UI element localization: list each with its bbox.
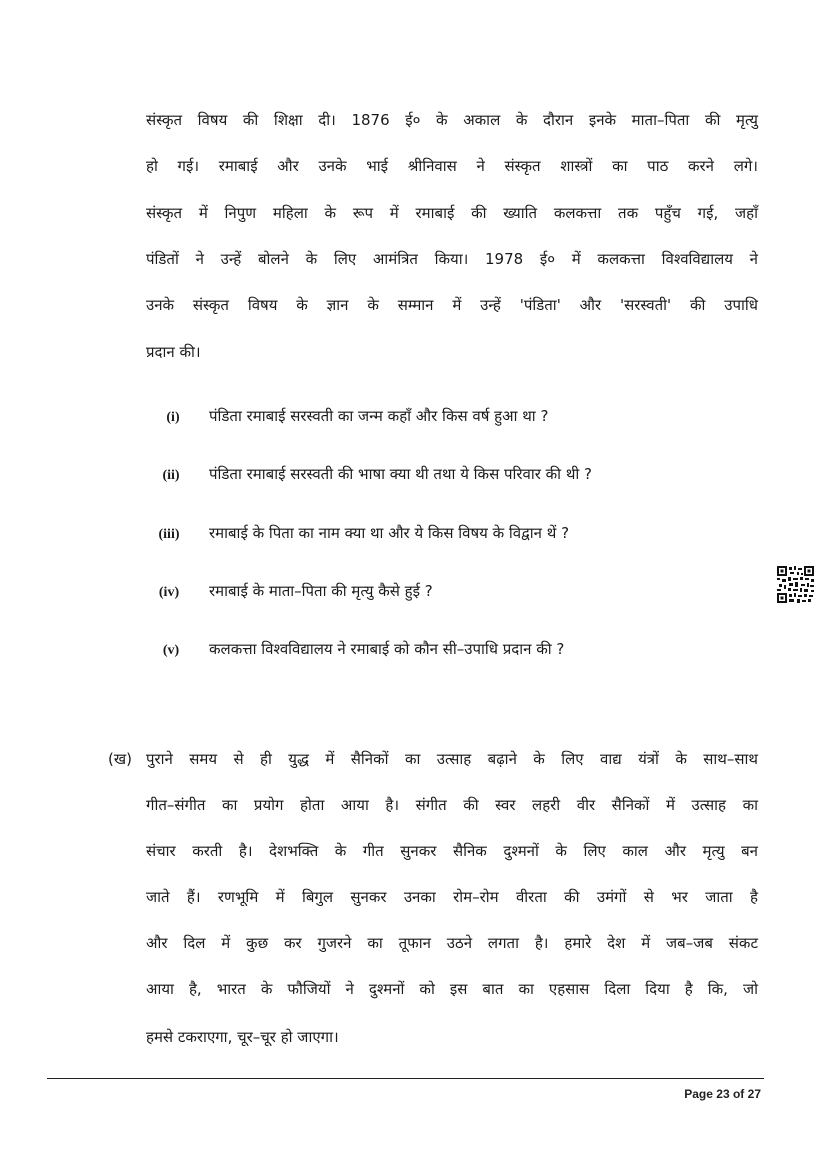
page-current: 23	[716, 1087, 730, 1101]
passage-line: और दिल में कुछ कर गुजरने का तूफान उठने लगता है। हमारे देश में जब–जब संकट	[146, 934, 758, 952]
question-number: (iv)	[158, 585, 180, 600]
page-total: 27	[747, 1087, 761, 1101]
footer-divider	[47, 1078, 764, 1079]
passage-line: जाते हैं। रणभूमि में बिगुल सुनकर उनका रोम–रोम वीरता की उमंगों से भर जाता है	[146, 888, 758, 906]
passage-line: आया है, भारत के फौजियों ने दुश्मनों को इस बात का एहसास दिला दिया है कि, जो	[146, 980, 758, 998]
page-prefix: Page	[684, 1087, 713, 1101]
section-marker: (ख)	[108, 750, 132, 768]
passage-line: उनके संस्कृत विषय के ज्ञान के सम्मान में उन्हें 'पंडिता' और 'सरस्वती' की उपाधि	[146, 296, 758, 314]
question-number: (i)	[166, 410, 180, 425]
question-number: (v)	[162, 643, 180, 658]
question-number: (ii)	[162, 468, 180, 483]
question-text: रमाबाई के पिता का नाम क्या था और ये किस विषय के विद्वान थें ?	[209, 524, 570, 542]
question-text: कलकत्ता विश्वविद्यालय ने रमाबाई को कौन सी–उपाधि प्रदान की ?	[209, 640, 565, 658]
question-text: पंडिता रमाबाई सरस्वती की भाषा क्या थी तथा ये किस परिवार की थी ?	[209, 465, 593, 483]
question-text: पंडिता रमाबाई सरस्वती का जन्म कहाँ और किस वर्ष हुआ था ?	[209, 407, 549, 425]
page-of: of	[732, 1087, 745, 1101]
passage-line: हो गई। रमाबाई और उनके भाई श्रीनिवास ने संस्कृत शास्त्रों का पाठ करने लगे।	[146, 157, 758, 175]
passage-line: पुराने समय से ही युद्ध में सैनिकों का उत्साह बढ़ाने के लिए वाद्य यंत्रों के साथ–साथ	[146, 750, 758, 768]
passage-line: संस्कृत में निपुण महिला के रूप में रमाबाई की ख्याति कलकत्ता तक पहुँच गई, जहाँ	[146, 204, 758, 222]
passage-line: हमसे टकराएगा, चूर–चूर हो जाएगा।	[146, 1028, 339, 1046]
passage-line: पंडितों ने उन्हें बोलने के लिए आमंत्रित किया। 1978 ई० में कलकत्ता विश्वविद्यालय ने	[146, 250, 758, 268]
question-text: रमाबाई के माता–पिता की मृत्यु कैसे हुई ?	[209, 582, 433, 600]
question-number: (iii)	[158, 527, 180, 542]
page-number	[684, 1087, 761, 1101]
qr-code-icon	[777, 566, 814, 603]
passage-line: गीत–संगीत का प्रयोग होता आया है। संगीत की स्वर लहरी वीर सैनिकों में उत्साह का	[146, 796, 758, 814]
passage-line: संस्कृत विषय की शिक्षा दी। 1876 ई० के अकाल के दौरान इनके माता–पिता की मृत्यु	[146, 111, 758, 129]
passage-line: संचार करती है। देशभक्ति के गीत सुनकर सैनिक दुश्मनों के लिए काल और मृत्यु बन	[146, 842, 758, 860]
passage-line: प्रदान की।	[146, 343, 201, 361]
